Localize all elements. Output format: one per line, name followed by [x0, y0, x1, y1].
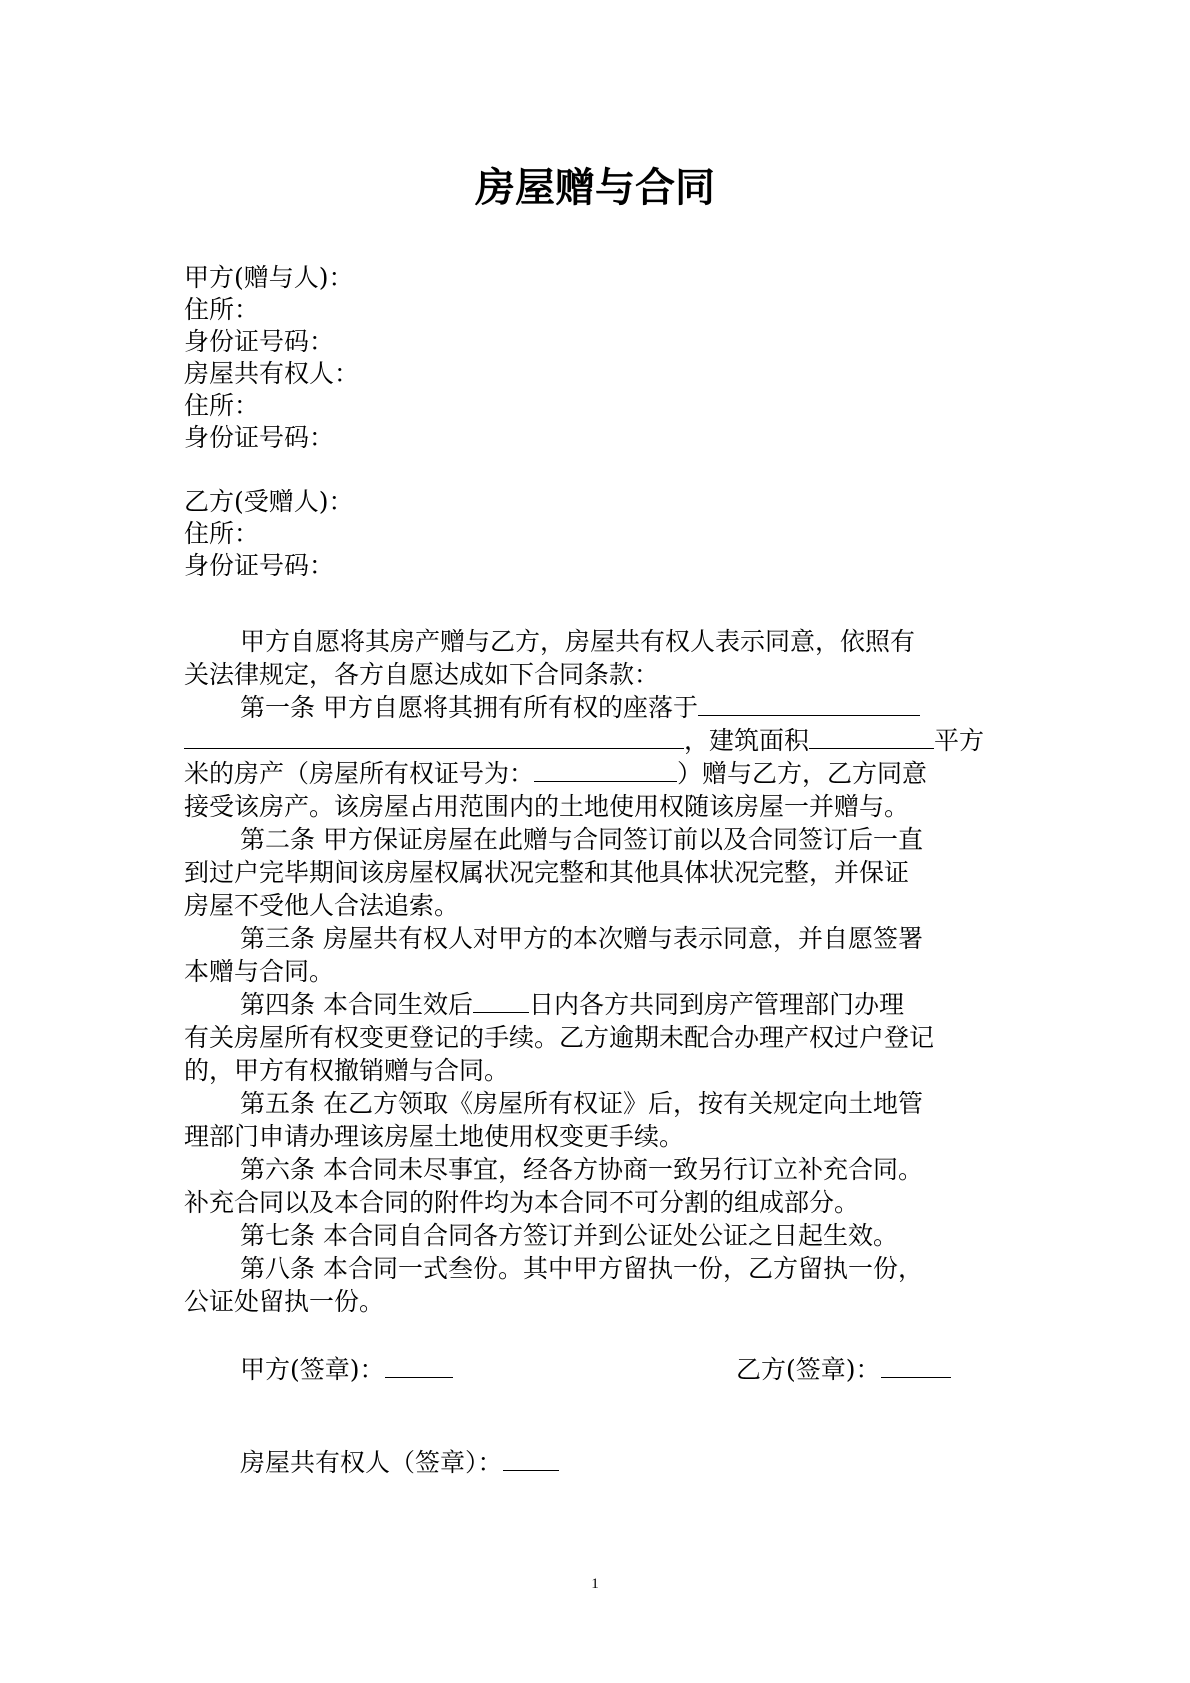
preamble-line-2: 关法律规定，各方自愿达成如下合同条款： [184, 660, 660, 689]
article-1-line-3 [184, 757, 1014, 790]
contract-body [184, 625, 1014, 1318]
co-owner-signature-blank [503, 1448, 559, 1471]
party-a-section [184, 262, 1014, 454]
location-blank-continued [184, 726, 684, 749]
article-2-line-1: 第二条 甲方保证房屋在此赠与合同签订前以及合同签订后一直 [240, 825, 923, 854]
co-owner-signature [240, 1447, 559, 1479]
co-owner-id-no: 身份证号码： [184, 423, 335, 452]
article-5-line-2: 理部门申请办理该房屋土地使用权变更手续。 [184, 1122, 685, 1151]
article-1-text-e: ）赠与乙方，乙方同意 [677, 759, 928, 788]
article-1-text-d: 米的房产（房屋所有权证号为： [184, 759, 535, 788]
party-a-id-no: 身份证号码： [184, 327, 335, 356]
article-4-line-3: 的，甲方有权撤销赠与合同。 [184, 1056, 510, 1085]
party-a-label: 甲方(赠与人)： [184, 263, 354, 292]
party-b-label: 乙方(受赠人)： [184, 487, 354, 516]
page-number: 1 [591, 1576, 599, 1592]
certificate-number-blank [534, 759, 677, 782]
article-4-text-b: 日内各方共同到房产管理部门办理 [528, 990, 904, 1019]
preamble-line-1: 甲方自愿将其房产赠与乙方，房屋共有权人表示同意，依照有 [240, 627, 916, 656]
article-4-line-2: 有关房屋所有权变更登记的手续。乙方逾期未配合办理产权过户登记 [184, 1023, 935, 1052]
days-blank [473, 990, 529, 1013]
article-3-line-1: 第三条 房屋共有权人对甲方的本次赠与表示同意，并自愿签署 [240, 924, 923, 953]
article-8-line-1: 第八条 本合同一式叁份。其中甲方留执一份，乙方留执一份， [240, 1254, 923, 1283]
co-owner-address: 住所： [184, 391, 260, 420]
party-b-address: 住所： [184, 519, 260, 548]
location-blank [698, 693, 920, 716]
article-6-line-1: 第六条 本合同未尽事宜，经各方协商一致另行订立补充合同。 [240, 1155, 923, 1184]
article-1-text-c: 平方 [934, 726, 985, 755]
article-1-line-4: 接受该房产。该房屋占用范围内的土地使用权随该房屋一并赠与。 [184, 792, 910, 821]
article-2-line-2: 到过户完毕期间该房屋权属状况完整和其他具体状况完整，并保证 [184, 858, 910, 887]
article-7-line-1: 第七条 本合同自合同各方签订并到公证处公证之日起生效。 [240, 1221, 898, 1250]
article-1-line-2 [184, 724, 1014, 757]
party-b-section [184, 486, 1014, 582]
article-4-text-a: 第四条 本合同生效后 [240, 990, 473, 1019]
area-blank [809, 726, 934, 749]
article-4-line-1 [184, 988, 1014, 1021]
party-a-signature-blank [385, 1355, 453, 1378]
party-a-address: 住所： [184, 295, 260, 324]
article-5-line-1: 第五条 在乙方领取《房屋所有权证》后，按有关规定向土地管 [240, 1089, 923, 1118]
article-1-text-b: ，建筑面积 [684, 726, 810, 755]
party-b-signature [736, 1354, 951, 1386]
article-1-line-1 [184, 691, 1014, 724]
party-b-signature-blank [881, 1355, 951, 1378]
co-owner-signature-label: 房屋共有权人（签章）： [240, 1448, 503, 1477]
party-b-signature-label: 乙方(签章)： [736, 1355, 881, 1384]
article-8-line-2: 公证处留执一份。 [184, 1287, 385, 1316]
party-a-signature [240, 1354, 453, 1386]
article-2-line-3: 房屋不受他人合法追索。 [184, 891, 460, 920]
document-title: 房屋赠与合同 [475, 165, 715, 211]
party-a-signature-label: 甲方(签章)： [240, 1355, 385, 1384]
party-b-id-no: 身份证号码： [184, 551, 335, 580]
article-3-line-2: 本赠与合同。 [184, 957, 335, 986]
article-1-text-a: 第一条 甲方自愿将其拥有所有权的座落于 [240, 693, 698, 722]
co-owner-label: 房屋共有权人： [184, 359, 360, 388]
article-6-line-2: 补充合同以及本合同的附件均为本合同不可分割的组成部分。 [184, 1188, 860, 1217]
